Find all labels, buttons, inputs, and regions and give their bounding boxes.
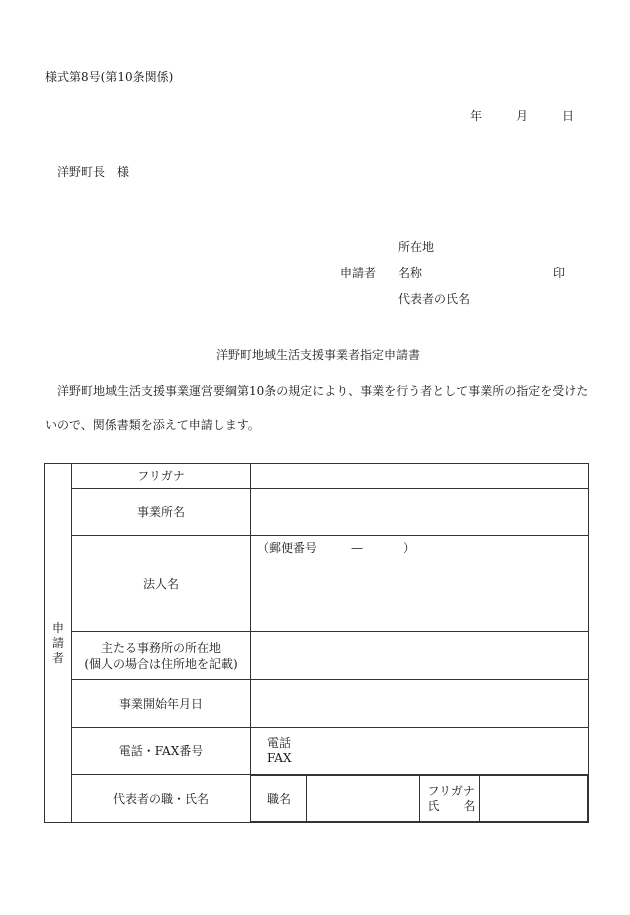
corporation-name-label: 法人名 xyxy=(72,536,251,632)
main-office-field[interactable] xyxy=(251,632,589,680)
representative-label: 代表者の氏名 xyxy=(398,292,471,306)
main-office-label-line2: (個人の場合は住所地を記載) xyxy=(84,656,238,671)
rep-name-label xyxy=(419,776,479,822)
name-label: 名称 xyxy=(398,266,423,280)
applicant-side-label xyxy=(45,464,72,823)
table-row-corporation xyxy=(45,536,589,632)
phone-label: 電話 xyxy=(267,736,292,750)
table-row-phone-fax xyxy=(45,728,589,775)
table-row-start-date xyxy=(45,680,589,728)
side-char: 者 xyxy=(51,650,64,665)
table-row-office-name xyxy=(45,489,589,536)
office-name-label: 事業所名 xyxy=(72,489,251,536)
main-office-label-line1: 主たる事務所の所在地 xyxy=(100,640,221,655)
rep-name-field[interactable] xyxy=(479,776,588,822)
application-table xyxy=(44,463,589,823)
form-number: 様式第8号(第10条関係) xyxy=(45,70,174,84)
table-row-furigana xyxy=(45,464,589,489)
table-row-representative xyxy=(45,775,589,823)
main-office-label xyxy=(72,632,251,680)
side-char: 申 xyxy=(51,620,64,635)
job-title-label: 職名 xyxy=(251,776,306,822)
start-date-label: 事業開始年月日 xyxy=(72,680,251,728)
phone-fax-field[interactable] xyxy=(251,728,589,775)
location-label: 所在地 xyxy=(398,240,435,254)
rep-name-text: 氏 名 xyxy=(427,798,476,813)
job-title-field[interactable] xyxy=(306,776,419,822)
addressee: 洋野町長 様 xyxy=(57,165,130,179)
rep-furigana-label: フリガナ xyxy=(427,783,475,798)
postal-suffix: ） xyxy=(403,541,416,555)
date-year: 年 xyxy=(470,109,483,123)
fax-label: FAX xyxy=(267,751,292,765)
table-row-main-office xyxy=(45,632,589,680)
side-char: 請 xyxy=(51,635,64,650)
representative-field xyxy=(251,775,589,823)
date-line xyxy=(470,107,574,124)
applicant-label: 申請者 xyxy=(340,266,377,280)
furigana-label: フリガナ xyxy=(72,464,251,489)
seal-mark: 印 xyxy=(553,266,566,280)
office-name-field[interactable] xyxy=(251,489,589,536)
postal-prefix: （郵便番号 xyxy=(257,541,318,555)
representative-row-label: 代表者の職・氏名 xyxy=(72,775,251,823)
document-body: 洋野町地域生活支援事業運営要綱第10条の規定により、事業を行う者として事業所の指定を受けたいので、関係書類を添えて申請します。 xyxy=(45,384,589,432)
postal-dash: — xyxy=(351,541,364,555)
phone-fax-label: 電話・FAX番号 xyxy=(72,728,251,775)
date-day: 日 xyxy=(562,109,575,123)
furigana-field[interactable] xyxy=(251,464,589,489)
start-date-field[interactable] xyxy=(251,680,589,728)
document-title: 洋野町地域生活支援事業者指定申請書 xyxy=(216,348,421,362)
date-month: 月 xyxy=(516,109,529,123)
representative-subtable xyxy=(251,775,588,822)
corporation-field[interactable] xyxy=(251,536,589,632)
